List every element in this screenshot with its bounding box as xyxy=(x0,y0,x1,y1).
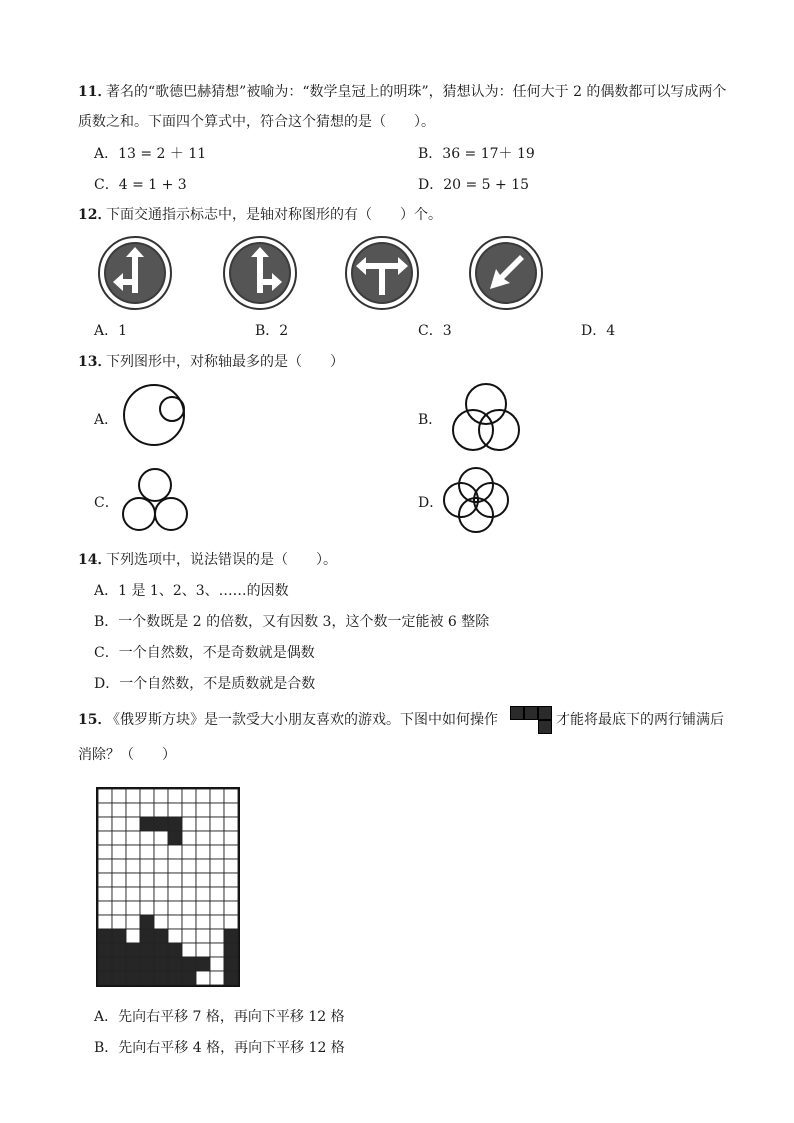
tetris-cell-empty xyxy=(112,789,126,803)
tetris-cell-empty xyxy=(168,901,182,915)
tetris-cell-filled xyxy=(112,957,126,971)
tetris-cell-filled xyxy=(182,971,196,985)
q14-option-d: D．一个自然数，不是质数就是合数 xyxy=(94,676,316,692)
tetris-cell-empty xyxy=(182,845,196,859)
tetris-cell-empty xyxy=(98,789,112,803)
tetris-cell-empty xyxy=(168,845,182,859)
tetris-cell-empty xyxy=(210,901,224,915)
tetris-cell-empty xyxy=(140,803,154,817)
q11-text-line2: 质数之和。下面四个算式中，符合这个猜想的是（ ）。 xyxy=(78,114,435,130)
q11-option-d: D．20 = 5 + 15 xyxy=(418,177,530,193)
tetris-cell-empty xyxy=(98,915,112,929)
q15-text-line2: 消除？（ ） xyxy=(78,747,176,763)
tetris-cell-empty xyxy=(140,845,154,859)
tetris-cell-empty xyxy=(182,859,196,873)
tetris-cell-empty xyxy=(210,845,224,859)
tetris-cell-empty xyxy=(112,845,126,859)
q12-number: 12． xyxy=(78,207,112,223)
tetris-cell-empty xyxy=(112,887,126,901)
q14-number: 14． xyxy=(78,552,112,568)
tetris-cell-filled xyxy=(168,971,182,985)
tetris-cell-empty xyxy=(140,789,154,803)
q12-option-d: D．4 xyxy=(581,323,616,339)
q14-option-c: C．一个自然数，不是奇数就是偶数 xyxy=(94,645,315,661)
tetris-cell-filled xyxy=(126,943,140,957)
tetris-cell-empty xyxy=(126,803,140,817)
q13-label-a: A． xyxy=(94,412,119,428)
tetris-cell-empty xyxy=(196,929,210,943)
tetris-cell-filled xyxy=(140,957,154,971)
tetris-cell-empty xyxy=(126,789,140,803)
q11-text-line1: 著名的“歌德巴赫猜想”被喻为：“数学皇冠上的明珠”，猜想认为：任何大于 2 的偶数都可以写成两个 xyxy=(106,84,727,100)
tetris-cell-empty xyxy=(182,887,196,901)
tetris-cell-filled xyxy=(140,915,154,929)
tetris-cell-empty xyxy=(196,873,210,887)
tetris-cell-empty xyxy=(98,887,112,901)
tetris-cell-filled xyxy=(126,957,140,971)
tetris-cell-empty xyxy=(126,873,140,887)
tetris-cell-filled xyxy=(98,971,112,985)
tetris-cell-empty xyxy=(224,803,238,817)
sign-straight-right-icon xyxy=(222,235,298,311)
tetris-cell-empty xyxy=(126,915,140,929)
tetris-cell-filled xyxy=(112,971,126,985)
tetris-cell-empty xyxy=(224,873,238,887)
tetris-cell-empty xyxy=(196,901,210,915)
tetris-cell-empty xyxy=(98,817,112,831)
tetris-cell-empty xyxy=(182,817,196,831)
tetris-cell-filled xyxy=(196,957,210,971)
q14-option-b: B．一个数既是 2 的倍数，又有因数 3，这个数一定能被 6 整除 xyxy=(94,614,490,630)
tetris-cell-empty xyxy=(210,971,224,985)
q11-option-a: A．13 = 2 ＋ 11 xyxy=(94,146,207,162)
tetris-cell-empty xyxy=(224,817,238,831)
q11-option-c: C．4 = 1 + 3 xyxy=(94,177,187,193)
tetris-cell-empty xyxy=(224,887,238,901)
tetris-cell-filled xyxy=(154,971,168,985)
tetris-cell-empty xyxy=(154,915,168,929)
tetris-cell-filled xyxy=(154,929,168,943)
tetris-cell-filled xyxy=(140,929,154,943)
q12-option-b: B．2 xyxy=(255,323,289,339)
tetris-cell-empty xyxy=(210,817,224,831)
tetris-cell-empty xyxy=(154,887,168,901)
tetris-cell-empty xyxy=(224,789,238,803)
tetris-cell-empty xyxy=(210,943,224,957)
tetris-cell-empty xyxy=(112,873,126,887)
tetris-cell-empty xyxy=(196,859,210,873)
tetris-cell-empty xyxy=(112,817,126,831)
tetris-cell-filled xyxy=(140,817,154,831)
tetris-cell-empty xyxy=(182,929,196,943)
tetris-cell-empty xyxy=(182,873,196,887)
tetris-cell-empty xyxy=(98,803,112,817)
tetris-cell-empty xyxy=(196,915,210,929)
tetris-cell-empty xyxy=(182,789,196,803)
tetris-cell-empty xyxy=(126,887,140,901)
tetris-cell-empty xyxy=(140,873,154,887)
tetris-cell-empty xyxy=(168,803,182,817)
tetris-cell-filled xyxy=(168,943,182,957)
tetris-cell-empty xyxy=(196,887,210,901)
sign-left-right-icon xyxy=(344,235,420,311)
tetris-cell-empty xyxy=(182,943,196,957)
q12-option-a: A．1 xyxy=(94,323,128,339)
tetris-cell-empty xyxy=(210,887,224,901)
tetris-cell-empty xyxy=(196,803,210,817)
tetromino-piece-icon xyxy=(510,706,552,734)
tetris-cell-empty xyxy=(168,859,182,873)
tetris-cell-empty xyxy=(196,831,210,845)
q13-number: 13． xyxy=(78,354,112,370)
tetris-cell-filled xyxy=(126,971,140,985)
tetris-cell-empty xyxy=(210,873,224,887)
tetris-cell-empty xyxy=(210,789,224,803)
q15-text-after-piece: 才能将最底下的两行铺满后 xyxy=(556,712,724,728)
tetris-cell-empty xyxy=(168,887,182,901)
tetris-cell-empty xyxy=(140,887,154,901)
tetris-cell-empty xyxy=(112,901,126,915)
tetris-cell-empty xyxy=(168,915,182,929)
tetris-cell-empty xyxy=(168,789,182,803)
tetris-cell-filled xyxy=(168,957,182,971)
tetris-cell-empty xyxy=(154,845,168,859)
tetris-cell-empty xyxy=(210,929,224,943)
tetris-cell-empty xyxy=(210,915,224,929)
q14-option-a: A．1 是 1、2、3、……的因数 xyxy=(94,583,289,599)
tetris-cell-empty xyxy=(98,901,112,915)
tetris-cell-empty xyxy=(224,859,238,873)
tetris-cell-empty xyxy=(112,915,126,929)
tetris-cell-empty xyxy=(224,831,238,845)
q13-text: 下列图形中，对称轴最多的是（ ） xyxy=(106,354,344,370)
tetris-cell-empty xyxy=(210,859,224,873)
tetris-cell-empty xyxy=(224,915,238,929)
q13-figure-b-circles-icon xyxy=(446,382,526,454)
tetris-cell-empty xyxy=(224,845,238,859)
tetris-cell-filled xyxy=(168,831,182,845)
tetris-cell-empty xyxy=(126,929,140,943)
q12-option-c: C．3 xyxy=(418,323,452,339)
tetris-cell-empty xyxy=(210,803,224,817)
q15-text-before-piece: 《俄罗斯方块》是一款受大小朋友喜欢的游戏。下图中如何操作 xyxy=(106,712,498,728)
tetris-cell-filled xyxy=(224,957,238,971)
q13-figure-d-circles-icon xyxy=(442,466,510,534)
q13-label-b: B． xyxy=(418,412,443,428)
tetris-cell-filled xyxy=(224,943,238,957)
tetris-cell-empty xyxy=(196,971,210,985)
tetris-cell-empty xyxy=(196,789,210,803)
tetris-board xyxy=(96,787,240,989)
q15-number: 15． xyxy=(78,712,112,728)
q13-figure-a-circles-icon xyxy=(120,383,192,447)
tetris-cell-empty xyxy=(224,901,238,915)
tetris-cell-filled xyxy=(112,929,126,943)
tetris-cell-empty xyxy=(98,845,112,859)
tetris-cell-empty xyxy=(182,803,196,817)
tetris-cell-empty xyxy=(182,831,196,845)
tetris-cell-filled xyxy=(224,971,238,985)
sign-down-left-icon xyxy=(468,235,544,311)
tetris-cell-empty xyxy=(98,859,112,873)
tetris-cell-empty xyxy=(140,831,154,845)
q13-figure-c-circles-icon xyxy=(120,467,192,533)
tetris-cell-empty xyxy=(126,845,140,859)
q11-option-b: B．36 = 17＋ 19 xyxy=(418,146,535,162)
q13-label-c: C． xyxy=(94,495,119,511)
tetris-cell-empty xyxy=(196,817,210,831)
tetris-cell-empty xyxy=(154,831,168,845)
tetris-cell-empty xyxy=(154,873,168,887)
tetris-cell-filled xyxy=(98,943,112,957)
tetris-cell-empty xyxy=(112,803,126,817)
q14-text: 下列选项中，说法错误的是（ ）。 xyxy=(106,552,337,568)
tetris-cell-filled xyxy=(154,957,168,971)
tetris-cell-empty xyxy=(112,859,126,873)
tetris-cell-empty xyxy=(126,831,140,845)
q15-option-a: A．先向右平移 7 格，再向下平移 12 格 xyxy=(94,1009,345,1025)
q13-label-d: D． xyxy=(418,495,444,511)
tetris-cell-empty xyxy=(154,803,168,817)
tetris-cell-empty xyxy=(126,901,140,915)
tetris-cell-empty xyxy=(98,873,112,887)
tetris-cell-empty xyxy=(168,873,182,887)
tetris-cell-empty xyxy=(210,831,224,845)
tetris-cell-filled xyxy=(140,971,154,985)
tetris-cell-filled xyxy=(112,943,126,957)
q11-number: 11． xyxy=(78,84,112,100)
tetris-cell-filled xyxy=(168,817,182,831)
tetris-cell-empty xyxy=(182,901,196,915)
tetris-cell-filled xyxy=(98,929,112,943)
tetris-cell-filled xyxy=(182,957,196,971)
tetris-cell-empty xyxy=(98,831,112,845)
tetris-cell-filled xyxy=(154,943,168,957)
tetris-cell-empty xyxy=(154,789,168,803)
tetris-cell-filled xyxy=(98,957,112,971)
tetris-cell-empty xyxy=(154,901,168,915)
tetris-cell-empty xyxy=(196,845,210,859)
tetris-cell-filled xyxy=(224,929,238,943)
tetris-cell-empty xyxy=(112,831,126,845)
q15-option-b: B．先向右平移 4 格，再向下平移 12 格 xyxy=(94,1040,345,1056)
tetris-cell-empty xyxy=(196,943,210,957)
tetris-cell-filled xyxy=(140,943,154,957)
tetris-cell-empty xyxy=(182,915,196,929)
tetris-cell-empty xyxy=(140,859,154,873)
tetris-cell-empty xyxy=(126,817,140,831)
tetris-cell-empty xyxy=(210,957,224,971)
tetris-cell-empty xyxy=(140,901,154,915)
q12-text: 下面交通指示标志中，是轴对称图形的有（ ）个。 xyxy=(106,207,442,223)
tetris-cell-empty xyxy=(168,929,182,943)
tetris-cell-empty xyxy=(154,859,168,873)
tetris-cell-filled xyxy=(154,817,168,831)
tetris-cell-empty xyxy=(126,859,140,873)
sign-left-straight-icon xyxy=(97,235,173,311)
